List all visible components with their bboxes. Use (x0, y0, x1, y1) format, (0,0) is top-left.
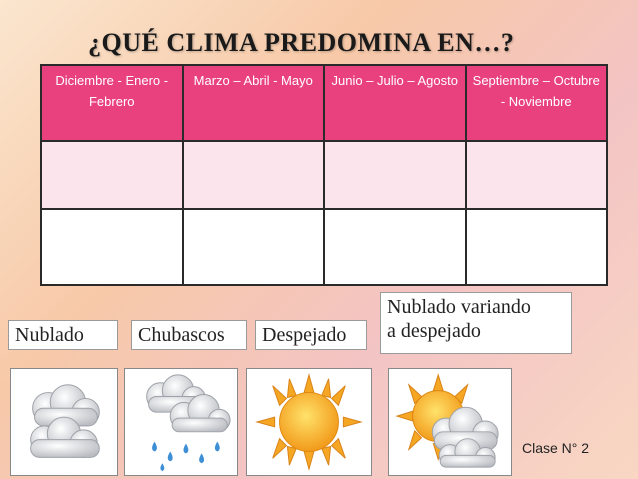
page-title: ¿QUÉ CLIMA PREDOMINA EN…? (88, 28, 515, 57)
empty-cell[interactable] (467, 210, 607, 284)
label-nublado-variando-line2: a despejado (387, 320, 481, 342)
empty-cell[interactable] (325, 210, 465, 284)
label-nublado[interactable]: Nublado (8, 320, 118, 350)
label-nublado-variando-line1: Nublado variando (387, 296, 531, 318)
label-despejado[interactable]: Despejado (255, 320, 367, 350)
partly-cloudy-picture[interactable] (388, 368, 512, 476)
header-spring: Septiembre – Octubre - Noviembre (467, 66, 607, 140)
rain-picture[interactable] (124, 368, 238, 476)
label-chubascos[interactable]: Chubascos (131, 320, 247, 350)
empty-cell[interactable] (42, 142, 182, 208)
header-summer: Diciembre - Enero - Febrero (42, 66, 182, 140)
season-table (40, 64, 608, 286)
header-winter: Junio – Julio – Agosto (325, 66, 465, 140)
sun-icon (247, 369, 371, 475)
empty-cell[interactable] (184, 210, 324, 284)
sun-picture[interactable] (246, 368, 372, 476)
label-nublado-variando[interactable] (380, 292, 572, 354)
empty-cell[interactable] (325, 142, 465, 208)
cloud-icon (11, 369, 117, 475)
cloud-picture[interactable] (10, 368, 118, 476)
empty-cell[interactable] (467, 142, 607, 208)
sun-behind-cloud-icon (389, 369, 511, 475)
empty-cell[interactable] (184, 142, 324, 208)
class-number: Clase N° 2 (522, 440, 590, 456)
header-autumn: Marzo – Abril - Mayo (184, 66, 324, 140)
empty-cell[interactable] (42, 210, 182, 284)
rain-cloud-icon (125, 369, 237, 475)
